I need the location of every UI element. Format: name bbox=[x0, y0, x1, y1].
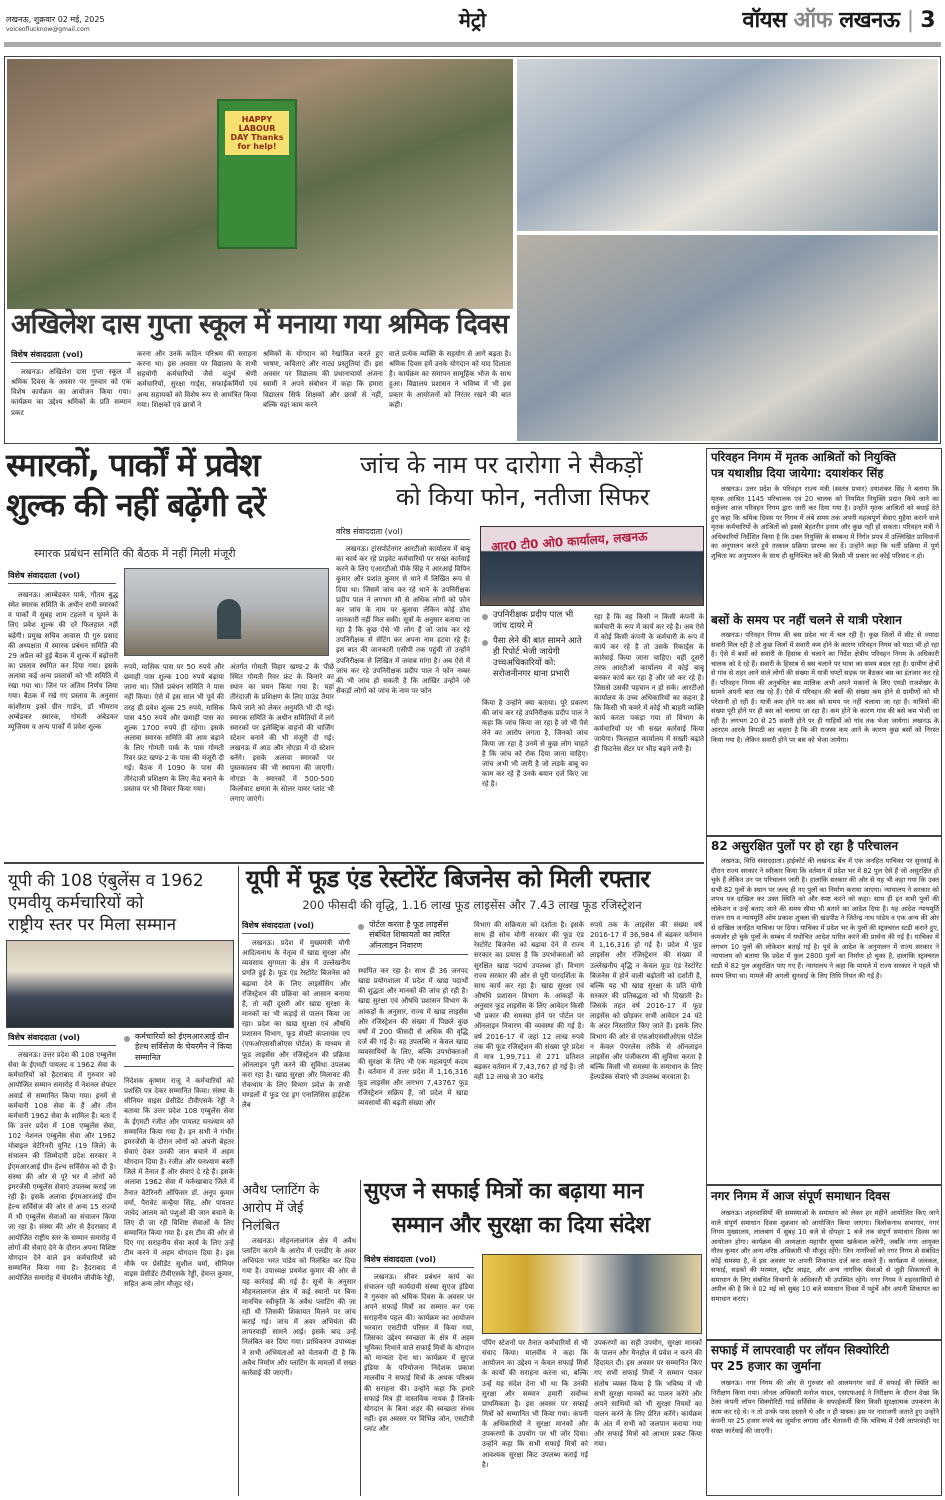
date-line: लखनऊ, शुक्रवार 02 मई, 2025 bbox=[6, 15, 105, 24]
photo-award-group bbox=[6, 940, 234, 1028]
column-divider bbox=[360, 1180, 361, 1496]
column-2: किया है उन्होंने क्या बताया। पूरे प्रकरण की जांच कर रहे उपनिरीक्षक प्रदीप पाल ने कहा कि जांच किया जा रहा है जो भी पैसे लेने का आरोप लगता है, जिनको जांच किया जा रहा है उनमें से कुछ लोग चाहते है कि जांच को रोक दिया जाना चाहिए। जांच अभी भी जारी है जो लड़के बाबू का काम कर रहे हैं उनके बयान दर्ज किए जा रहे है। bbox=[482, 699, 588, 789]
section-divider bbox=[4, 862, 704, 864]
story-12-headline-1: सफाई में लापरवाही पर लॉयन सिक्योरिटी bbox=[711, 1343, 890, 1357]
photo-students-poster bbox=[7, 59, 513, 309]
story-food-business bbox=[240, 866, 704, 1176]
headline-line-1: जांच के नाम पर दारोगा ने सैकड़ों bbox=[360, 451, 643, 479]
photo-rto-office bbox=[480, 526, 704, 606]
story-11-body: लखनऊ। शहरवासियों की समस्याओं के समाधान को लेकर हर महीने आयोजित किए जाने वाले संपूर्ण समाधान दिवस शुक्रवार को आयोजित किया जाएगा। त्रिलोकनाथ सभागार, नगर निगम मुख्यालय, लालबाग में सुबह 10 बजे से दोपहर 1 बजे तक संपूर्ण समाधान दिवस का आयोजन होगा। कार्यक्रम की अध्यक्षता महापौर सुषमा खर्कवाल करेंगी, जबकि नगर आयुक्त गौरव कुमार और अन्य वरिष्ठ अधिकारी भी मौजूद रहेंगे। जिन नागरिकों को नगर निगम से संबंधित कोई समस्या है, वे इस अवसर पर अपनी शिकायत दर्ज करा सकते हैं। कार्यक्रम में जलकल, सफाई, सड़कों की मरम्मत, स्ट्रीट लाइट, और अन्य नागरिक सेवाओं से जुड़ी शिकायतों के समाधान के लिए संबंधित विभागों के अधिकारी भी उपस्थित रहेंगे। नगर निगम ने शहरवासियों से अपील की है कि वे 02 मई को सुबह 10 बजे समाधान दिवस में पहुंचें और अपनी शिकायत का समाधान कराएं। bbox=[711, 1209, 939, 1303]
headline-line-2: आरोप में जेई bbox=[242, 1201, 304, 1216]
column-2: रुपये, मासिक पास पर 50 रुपये और छमाही पास शुल्क 100 रुपये बढ़ाया जाना था। जिसे प्रबंधन समिति ने पास नहीं किया। ऐसे में इस साल भी पूर्व की तरह ही प्रवेश शुल्क 25 रुपये, मासिक पास 450 रुपये और छमाही पास का शुल्क 1700 रुपये ही रहेगा। इसके अलावा स्मारक समिति की आय बढ़ाने के लिए गोमती पार्क के पास गोमती रिवर फ्रंट खण्ड-2 के पास की मंजूरी दी गई। बैठक में 1090 के पास की तीरंदाजी प्रशिक्षण के लिए केंद्र बनाने के प्रस्ताव पर भी विचार किया गया। bbox=[124, 663, 224, 793]
story-10-headline: 82 असुरक्षित पुलों पर हो रहा है परिचालन bbox=[711, 839, 899, 853]
column-2: निदेशक कृष्णम राजू ने कर्मचारियों को प्रशस्ति पत्र देकर सम्मानित किया। संस्था के सीनियर वाइस प्रेसीडेंट टीवीएसके रेड्डी ने बताया कि उत्तर प्रदेश 108 एम्बुलेंस सेवा के ईएमटी रंजीत और पायलट घनश्याम को सम्मानित किया गया है। इन सभी ने गंभीर इमरजेंसी के दौरान लोगों को अपनी बेहतर सेवाएं देकर उनकी जान बचाने में अहम योगदान दिया है। रंजीत और घनश्याम बस्ती जिले में तैनात हैं और सेवाएं दे रहे हैं। इसके अलावा 1962 सेवा में फर्रुखाबाद जिले में तैनात वेटेरिनरी ऑफिसर डॉ. अनूप कुमार वर्मा, पैरावेट कन्हैया सिंह, और पायलट जावेद आलम को पशुओं की जान बचाने के लिए दी जा रही विशिष्ट सेवाओं के लिए सम्मानित किया गया है। इस टीम की ओर से दिए गए सराहनीय सेवा कार्य के लिए उन्हें टीम करने में अहम योगदान दिया है। इस मौके पर प्रेसीडेंट सुशील वर्मा, सीनियर वाइस प्रेसीडेंट टीवीएसके रेड्डी, हेमन्त कुमार, सहित अन्य लोग मौजूद रहे। bbox=[124, 1077, 234, 1288]
column-2: पंपिंग स्टेशनों पर तैनात कर्मचारियों से भी संवाद किया। मालवीय ने कहा कि आयोजन का उद्देश्य न केवल सफाई मित्रों के कार्यों की सराहना करना था, बल्कि उन्हें यह संदेश देना भी था कि उनकी सुरक्षा और सम्मान हमारी सर्वोच्च प्राथमिकता है। इस अवसर पर सफाई मित्रों को सम्मानित भी किया गया। कंपनी के अधिकारियों ने सुरक्षा मानकों और उपकरणों के उपयोग पर भी जोर दिया। उन्होंने कहा कि सभी सफाई मित्रों को आवश्यक सुरक्षा किट उपलब्ध कराई गई है। bbox=[482, 1339, 588, 1469]
section-title: मेट्रो bbox=[458, 8, 487, 32]
callout-bullet: कर्मचारियों को ईएमआरआई ग्रीन हेल्थ सर्विसेज के चेयरमैन ने किया सम्मानित bbox=[124, 1032, 234, 1067]
column-1: लखनऊ। प्रदेश में मुख्यमंत्री योगी आदित्यनाथ के नेतृत्व में खाद्य सुरक्षा और व्यवसाय सुगमता के क्षेत्र में उल्लेखनीय प्रगति हुई है। फूड एंड रेस्टोरेंट बिजनेस को बढ़ावा देने के लिए लाइसेंसिंग और रजिस्ट्रेशन की प्रक्रिया को आसान बनाया है, तो वहीं दूसरी ओर खाद्य सुरक्षा के मानकों का भी कड़ाई से पालन किया जा रहा। प्रदेश का खाद्य सुरक्षा एवं औषधि प्रशासन विभाग, फूड सेफ्टी कंप्लायंस एप (एफओएससीओएस पोर्टल) के माध्यम से फूड लाइसेंस और रजिस्ट्रेशन की प्रक्रिया ऑनलाइन पूरी करने की सुविधा उपलब्ध करा रहा है। खाद्य सुरक्षा और मिलावट की रोकथाम के लिए विभाग प्रदेश के सभी मण्डलों में फूड एंड ड्रग एनालिसिस हाईटेक लैब bbox=[242, 939, 350, 1110]
headline-line-3: राष्ट्रीय स्तर पर मिला सम्मान bbox=[8, 915, 177, 935]
byline: वरिष्ठ संवाददाता (vol) bbox=[336, 526, 470, 540]
headline-line-2: एमवीयू कर्मचारियों को bbox=[8, 893, 144, 913]
headline-line-3: निलंबित bbox=[242, 1219, 280, 1234]
office-sign: आर0 टी0 ओ0 कार्यालय, लखनऊ bbox=[490, 529, 648, 555]
memorial-arch bbox=[217, 599, 241, 639]
callout-bullet: पोर्टल करता है फूड लाइसेंस संबंधित शिकायतों का त्वरित ऑनलाइन निवारण bbox=[358, 920, 468, 955]
column-1: लखनऊ। आम्बेडकर पार्क, गौतम बुद्ध स्मेत स्मारक समिति के अधीन सभी स्मारकों व पार्कों में सुबह शाम टहलने व घूमने के लिए प्रवेश शुल्क की दरें फिलहाल नहीं बढ़ेंगी। प्रमुख सचिव आवास पी गुरु प्रसाद की अध्यक्षता में स्मारक प्रबंधन समिति की 29 अप्रैल को हुई बैठक में शुल्क में बढ़ोत्तरी का प्रस्ताव स्थगित कर दिया गया। इसके अलावा कई अन्य प्रस्तावों को भी समिति में रखा गया था। जिन पर अंतिम निर्णय लिया गया। बैठक में रखे गए प्रस्ताव के अनुसार कांशीराम इको ग्रीन गार्डन, डॉ भीमराव अम्बेडकर स्मारक, गोमती अंबेडकर म्यूजियम व अन्य पार्कों में प्रवेश शुल्क bbox=[8, 591, 118, 731]
headline-line-2: पत्र यथाशीघ्र दिया जायेगा: दयाशंकर सिंह bbox=[711, 466, 884, 480]
bullet-2: पैसा लेने की बात सामने आते ही रिपोर्ट भेजी जायेगी उच्चअधिकारियों को: सरोजनीनगर थाना प्रभारी bbox=[482, 636, 588, 680]
brand-grey: ऑफ bbox=[793, 8, 833, 33]
story-school-labour-day bbox=[4, 56, 941, 444]
poster-text: HAPPY LABOUR DAY Thanks for help! bbox=[225, 111, 289, 155]
column-3: श्रमिकों के योगदान को रेखांकित करते हुए भाषण, कविताएं और नाट्य प्रस्तुतियां दीं। इस अवसर पर विद्यालय की प्रधानाचार्या अंजना स्वामी ने अपने संबोधन में कहा कि हमारा विद्यालय सिर्फ शिक्षकों और छात्रों से नहीं, बल्कि यहां काम करने bbox=[263, 350, 383, 409]
column-3: रहा है कि वह किसी न किसी कंपनी के कर्मचारी के रूप में कार्य कर रहे है। अब ऐसे में कोई किसी कंपनी के कर्मचारी के रूप में कार्य कर रहे है तो उसके रिकार्ड्स के कार्रवाई किया जाना चाहिए। वहीं दूसरी तरफ आरटीओ कार्यालय में कोई बाबू बनकर कार्य कर रहा है और जो कर रहे है। जिससे उसकी पहचान न हो सके। आरटीओ कार्यालय के उच्च अधिकारियों का कहना है कि किसी भी कमरे में कोई भी बाहरी व्यक्ति कार्य करता पकड़ा गया तो विभाग के कर्मचारियों पर भी सख्त कार्रवाई किया जायेगा। फिलहाल कार्यालय में सख्ती बढ़ाते ही फिटनेस सेंटर पर भीड़ बढ़ने लगी है। bbox=[594, 613, 704, 753]
email: voiceoflucknow@gmail.com bbox=[6, 26, 90, 33]
divider bbox=[707, 1339, 941, 1341]
photo-students-food bbox=[517, 59, 938, 231]
column-1: लखनऊ। अखिलेश दास गुप्ता स्कूल में श्रमिक दिवस के अवसर पर गुरुवार को एक विशेष कार्यक्रम का आयोजन किया गया। कार्यक्रम का उद्देश्य श्रमिकों के प्रति सम्मान प्रकट bbox=[11, 368, 131, 417]
headline-line-1: सुएज ने सफाई मित्रों का बढ़ाया मान bbox=[364, 1179, 643, 1204]
story-5-body: लखनऊ। परिवहन निगम की बस प्रदेश भर में चल रही है। कुछ जिलों में सीट से ज्यादा सवारी मिल रही है तो कुछ जिलों में सवारी कम होने के कारण परिवहन निगम को घाटा भी हो रहा है। ऐसे में बसों को सवारी के हिसाब से चलाने का निर्देश क्षेत्रीय परिवहन निगम के अधिकारी चालक को दे रहे हैं। सवारी के हिसाब से बस चलाने पर यात्रा का समय बदल रहा है। ग्रामीण क्षेत्रों से गांव से शहर आने वाले लोगों की संख्या में यात्री घण्टों सड़क पर बैठकर बस का इंतजार कर रहे हैं। परिवहन निगम की अनुबंधित बस मालिक अभी अपने मकानों के लिए एमडी राजशेखर के सामने अपनी बात रख रहे हैं। ऐसे में परिवहन की बसों की संख्या कम होने से ग्रामीणों को भी परेशानी हो रही है। यात्री कम होने पर बस को समय पर नहीं चलाया जा रहा है। यात्रियों की संख्या पूरी होने पर ही बस को चलाया जा रहा है। कम होने के कारण गांव की बसे कम भेजी जा रही है। लगभग 20 से 25 सवारी होने पर ही गाड़ियों को गांव तक भेजा जायेगा। लखनऊ के आरएम आरके त्रिपाठी का कहना है कि की राजस्व कम आने के कारण कुछ बसों को निरस्त किया गया है। लेकिन सवारी होने पर बस को भेजा जायेगा। bbox=[711, 631, 939, 745]
brand-main: वॉयस bbox=[742, 8, 787, 33]
story-suez-sanitation bbox=[362, 1180, 704, 1496]
byline: विशेष संवाददाता (vol) bbox=[364, 1254, 474, 1268]
story-12-body: लखनऊ। नगर निगम की ओर से गुरुवार को आलमनगर वार्ड में सफाई की स्थिति का निरीक्षण किया गया। जोनल अधिकारी मनोज यादव, एसएफआई ने निरीक्षण के दौरान देखा कि ठेका कंपनी लॉयन सिक्योरिटी गार्ड सर्विसेस के सफाईकर्मी बिना किसी सुरक्षात्मक उपकरण के काम कर रहे थे। न तो उनके पास दस्ताने थे और न ही मास्क। इस पर नाराजगी जताते हुए उन्होंने कंपनी पर 25 हजार रुपये का जुर्माना लगाया और चेतावनी दी कि भविष्य में ऐसी लापरवाही पर सख्त कार्रवाई की जाएगी। bbox=[711, 1379, 939, 1435]
headline: यूपी में फूड एंड रेस्टोरेंट बिजनेस को मिली रफ्तार bbox=[246, 865, 650, 893]
column-1: लखनऊ। सीवर प्रबंधन कार्य का संचालन रही कार्यदायी संस्था सुएज इंडिया ने गुरुवार को श्रमिक दिवस के अवसर पर अपने सफाई मित्रों का सम्मान कर एक सराहनीय पहल की। कार्यक्रम का आयोजन भरवारा एसटीपी परिसर में किया गया, जिसका उद्देश्य स्वच्छता के क्षेत्र में अहम भूमिका निभाने वाले सफाई मित्रों के योगदान को मान्यता देना था। कार्यक्रम में सुएज इंडिया के परियोजना निदेशक प्रकाश मालवीय ने सफाई मित्रों के अथक परिश्रम की सराहना की। उन्होंने कहा कि हमारे सफाई मित्र ही वास्तविक नायक हैं जिनके योगदान के बिना शहर की स्वच्छता संभव नहीं। इस अवसर पर विभिन्न जोन, एसटीपी प्लांट और bbox=[364, 1273, 474, 1434]
column-3: विभाग की सक्रियता को दर्शाता है। इसके साथ ही सोच योगी सरकार की फूड एंड रेस्टोरेंट बिजनेस को बढ़ावा देने में राज्य सरकार का प्रयास है कि उपभोक्ताओं को सुरक्षित खाद्य पदार्थ उपलब्ध हों। विभाग राज्य सरकार की ओर से पूरी पारदर्शिता के साथ कार्य कर रहा है। खाद्य सुरक्षा एवं औषधि प्रशासन विभाग के आंकड़ों के अनुसार फूड लाइसेंस के लिए आवेदन किसी भी प्रकार की समस्या होने पर पोर्टल पर ऑनलाइन निवारण की व्यवस्था की गई है। वर्ष 2016-17 में जहां 12 लाख रुपये तक की फूड रजिस्ट्रेशन की संख्या पूरे प्रदेश में मात्र 1,99,711 से 271 प्रतिशत बढ़कर वर्तमान में 7,43,767 हो गई है। तो वहीं 12 लाख से 30 करोड़ bbox=[474, 921, 584, 1082]
byline: विशेष संवाददाता (vol) bbox=[242, 920, 350, 934]
photo-sanitation-workers bbox=[482, 1254, 702, 1334]
body: लखनऊ। मोहनलालगंज क्षेत्र में अवैध प्लाटिंग कराने के आरोप में एलडीए के अवर अभियंता भरत पांडेय को निलंबित कर दिया गया है। उपाध्यक्ष प्रथमेश कुमार की ओर से यह कार्रवाई की गई है। सूत्रों के अनुसार मोहनलालगंज क्षेत्र में कई स्थानों पर बिना मानचित्र स्वीकृति के अवैध प्लाटिंग की जा रही थी जिसकी शिकायत मिलने पर जांच कराई गई। जांच में अवर अभियंता की लापरवाही सामने आई। इसके बाद उन्हें निलंबित कर दिया गया। प्राधिकरण उपाध्यक्ष ने सभी अभियंताओं को चेतावनी दी है कि अवैध निर्माण और प्लाटिंग के मामलों में सख्त कार्रवाई की जाएगी। bbox=[242, 1237, 356, 1377]
column-divider bbox=[238, 866, 239, 1496]
byline: विशेष संवाददाता (vol) bbox=[8, 570, 116, 584]
right-column bbox=[706, 448, 942, 1496]
story-4-body: लखनऊ। उत्तर प्रदेश के परिवहन राज्य मंत्री (स्वतंत्र प्रभार) दयाशंकर सिंह ने बताया कि मृतक आश्रित 1145 परिचालक एवं 20 चालक को नियमित नियुक्ति प्रदान किये जाने का सर्कुलर आज परिवहन निगम द्वारा जारी कर दिया गया है। उन्होंने मृतक आश्रितों को बधाई देते हुए कहा कि श्रमिक दिवस पर निगम में लंबे समय तक अपनी महत्वपूर्ण सेवाएं मुहैया कराने वाले मृतक कर्मचारियों के आश्रितों को इससे बेहतरीन इनाम और कुछ नहीं हो सकता। परिवहन मंत्री ने अधिकारियों निर्देशित किया है कि उक्त नियुक्ति के सम्बन्ध में निर्गत प्रपत्र में उल्लिखित प्राविधानों का अनुपालन करते हुये तत्काल प्रक्रिया प्रारम्भ कर दें। उन्होंने कहा कि भर्ती प्रक्रिया में पूर्ण शुचिता का अनुपालन के साथ ही सुनिश्चित करें की किसी भी प्रकार का कोई परिवाद न हो। bbox=[711, 485, 939, 560]
masthead bbox=[0, 0, 945, 46]
story-5-headline: बसों के समय पर नहीं चलने से यात्री परेशान bbox=[711, 613, 902, 627]
story-11-headline: नगर निगम में आज संपूर्ण समाधान दिवस bbox=[711, 1189, 890, 1203]
headline-line-1: परिवहन निगम में मृतक आश्रितों को नियुक्ति bbox=[711, 450, 896, 464]
headline-line-2: शुल्क की नहीं बढ़ेंगी दरें bbox=[6, 486, 265, 524]
headline-line-2: को किया फोन, नतीजा सिफर bbox=[396, 483, 650, 511]
column-4: वाले प्रत्येक व्यक्ति के सहयोग से आगे बढ़ता है। श्रमिक दिवस हमें उनके योगदान को याद दिलाता है। कार्यक्रम का समापन सामूहिक भोज के साथ हुआ। विद्यालय प्रशासन ने भविष्य में भी इस प्रकार के आयोजनों को निरंतर रखने की बात कही। bbox=[389, 350, 511, 409]
story-memorial-fees bbox=[4, 448, 334, 860]
headline-line-1: यूपी की 108 एंबुलेंस व 1962 bbox=[8, 871, 204, 891]
page-number: 3 bbox=[920, 8, 935, 33]
headline-line-2: सम्मान और सुरक्षा का दिया संदेश bbox=[392, 1213, 650, 1238]
story-ambulance-award bbox=[4, 866, 236, 1496]
column-2: स्थापित कर रहा है। साथ ही 36 जनपद खाद्य प्रयोगशाला में प्रदेश में खाद्य पदार्थों की शुद्धता और मानकों की जांच हो रही है। खाद्य सुरक्षा एवं औषधि प्रशासन विभाग के आंकड़ों के अनुसार, राज्य में खाद्य लाइसेंस और रजिस्ट्रेशन की संख्या में पिछले कुछ वर्षों में 200 फीसदी से अधिक की वृद्धि दर्ज की गई है। वह उपलब्धि न केवल खाद्य व्यवसायियों के लिए, बल्कि उपभोक्ताओं की सुरक्षा के लिए भी एक महत्वपूर्ण कदम है। वर्तमान में उत्तर प्रदेश में 1,16,316 फूड लाइसेंस और लगभग 7,43767 फूड रजिस्ट्रेशन सक्रिय हैं, जो प्रदेश में खाद्य व्यवसायों की बढ़ती संख्या और bbox=[358, 967, 468, 1107]
subheadline: 200 फीसदी की वृद्धि, 1.16 लाख फूड लाइसेंस और 7.43 लाख फूड रजिस्ट्रेशन bbox=[302, 898, 642, 912]
byline: विशेष संवाददाता (vol) bbox=[8, 1032, 116, 1046]
subheadline: स्मारक प्रबंधन समिति की बैठक में नहीं मिली मंजूरी bbox=[34, 547, 236, 560]
headline-line-1: अवैध प्लाटिंग के bbox=[242, 1183, 320, 1198]
column-1: लखनऊ। उत्तर प्रदेश की 108 एम्बुलेंस सेवा के ईएमटी पायलट व 1962 सेवा के कर्मचारियों को हैदराबाद में गुरुवार को आयोजित सम्मान समारोह में नेशनल सेफ्टर अवार्ड से सम्मानित किया गया। इनमें से कर्मचारी 108 सेवा के हैं और तीन कर्मचारी 1962 सेवा के शामिल हैं। बता दें कि उत्तर प्रदेश में 108 एम्बुलेंस सेवा, 102 नेशनल एम्बुलेंस सेवा और 1962 मोबाइल वेटेरिनरी यूनिट (19 जिले) के संचालन की जिम्मेदारी प्रदेश सरकार ने ईएमआरआई ग्रीन हेल्थ सर्विसेज को दी है। संस्था की ओर से पूरे भर में लोगों को इमरजेंसी एम्बुलेंस सेवाएं उपलब्ध कराई जा रही हैं। इसके अलावा ईएमआरआई ग्रीन हेल्थ सर्विसेज की ओर से अन्य 15 राज्यों में भी एम्बुलेंस सेवाओं का संचालन किया जा रहा है। संस्था की ओर से हैदराबाद में आयोजित राष्ट्रीय स्तर के सम्मान समारोह में लोगों की सेवाएं देने के दौरान अपना विशिष्ट योगदान देने वाले इन कर्मचारियों को सम्मानित किया गया है। हैदराबाद में आयोजित समारोह में चेयरमैन जीवीके रेड्डी, bbox=[8, 1051, 116, 1283]
bullet-1: उपनिरीक्षक प्रदीप पाल भी जांच दायरे में bbox=[482, 610, 588, 632]
brand-logo: वॉयस ऑफ लखनऊ | 3 bbox=[742, 8, 935, 33]
story-10-body: लखनऊ, विधि संवाददाता। हाईकोर्ट की लखनऊ बेंच में एक जनहित याचिका पर सुनवाई के दौरान राज्य सरकार ने स्वीकार किया कि वर्तमान में प्रदेश भर में 82 पुल ऐसे हैं जो असुरक्षित हो चुके हैं लेकिन उन पर परिचालन जारी है। हालांकि सरकार की ओर से यह भी कहा गया कि उक्त सभी 82 पुलों के स्थान पर जल्द ही नए पुलों का निर्माण कराया जाएगा। न्यायालय ने सरकार को शपथ पत्र दाखिल कर उक्त स्थिति को और स्पष्ट करने को कहा। साथ ही इन सभी पुलों की लोकेशन व उन्हें बनाए जाने की समय सीमा भी बताने का आदेश दिया है। यह आदेश न्यायमूर्ति राजन राय व न्यायमूर्ति ओम प्रकाश शुक्ला की खंडपीठ ने जितेन्द्र नाथ पांडेय व एक अन्य की ओर से दाखिल जनहित याचिका पर दिया। याचिका में प्रदेश भर के पुलों की स्ट्रक्चरल स्टडी कराने हुए, कमजोर हो चुके पुलों के सम्बंध में यथोचित आदेश पारित करने की प्रार्थना की गई है। याचिका में लगभग 10 पुलों की लोकेशन बताई गई है। पूर्व के आदेश के अनुपालन में राज्य सरकार ने न्यायालय को बताया कि प्रदेश में कुल 2800 पुलों का निर्माण हो चुका है, हालांकि स्ट्रक्चरल स्टडी में 82 पुल असुरक्षित पाए गए हैं। न्यायालय ने कहा कि मामले में राज्य सरकार ने पहले भी समय लिया था। मामले की अगली सुनवाई के लिए तिथि नियत की गई है। bbox=[711, 857, 939, 980]
column-3: अंतर्गत गोमती विहार खण्ड-2 के पीछे स्थित गोमती रिवर फ्रंट के किनारे का स्थान का चयन किया गया है। यहां तीरंदाजी के प्रशिक्षण के लिए ग्राउंड तैयार किये जाने को लेकर अनुमति भी दी गई। स्मारक समिति के अधीन समितियों में लगे स्मारकों पर इलेक्ट्रिक वाहनों की चार्जिंग स्टेशन बनाने की भी मंजूरी दी गई। लखनऊ में आठ और नोएडा में दो स्टेशन बनेंगे। इसके अलावा स्मारकों पर पुस्तकालय की भी स्थापना की जाएगी। नोएडा के स्मारकों में 500-500 किलोवाट क्षमता के सोलर पावर प्लांट भी लगाए जाएंगे। bbox=[230, 663, 334, 803]
column-4: रुपये तक के लाइसेंस की संख्या वर्ष 2016-17 में 36,984 से बढ़कर वर्तमान में 1,16,316 हो गई है। प्रदेश में फूड लाइसेंस और रजिस्ट्रेशन की संख्या में उल्लेखनीय वृद्धि न केवल फूड एंड रेस्टोरेंट बिजनेस में होने वाली बढ़ोतरी को दर्शाती है, बल्कि यह भी खाद्य सुरक्षा के प्रति योगी सरकार की प्रतिबद्धता को भी दिखाती है। जिसके तहत वर्ष 2016-17 में फूड लाइसेंस को छोड़कर सभी आवेदन 24 घंटे के अंदर निस्तारित किए जाते हैं। इसके लिए विभाग की ओर से एफओएससीओएस पोर्टल न केवल पेपरलेस तरीके से ऑनलाइन लाइसेंस और पंजीकरण की सुविधा करता है बल्कि किसी भी समस्या के समाधान के लिए हेल्पडेस्क सेवाएं भी उपलब्ध करवाता है। bbox=[590, 921, 702, 1082]
headline-line-1: स्मारकों, पार्कों में प्रवेश bbox=[6, 446, 260, 484]
byline: विशेष संवाददाता (vol) bbox=[11, 349, 131, 363]
column-3: उपकरणों का सही उपयोग, सुरक्षा मानकों के पालन और मैनहोल में प्रवेश न करने की हिदायत दी। इस अवसर पर सम्मानित किए गए सभी सफाई मित्रों ने सम्मान पाकर संतोष व्यक्त किया है कि भविष्य में भी सभी सुरक्षा मानकों का पालन करेंगे और अपने साथियों को भी सुरक्षा नियमों का पालन करने के लिए प्रेरित करेंगे। कार्यक्रम के अंत में सभी को जलपान कराया गया और सफाई मित्रों को आभार प्रकट किया गया। bbox=[594, 1339, 702, 1449]
column-2: करना और उनके कठिन परिश्रम की सराहना करना था। इस अवसर पर विद्यालय के सभी सहयोगी कर्मचारियों जैसे चतुर्थ श्रेणी कर्मचारियों, सुरक्षा गार्ड्स, सफाईकर्मियों एवं अन्य सहायकों को विशेष रूप से आमंत्रित किया गया। शिक्षकों एवं छात्रों ने bbox=[137, 350, 257, 409]
photo-memorial bbox=[124, 568, 329, 656]
headline: अखिलेश दास गुप्ता स्कूल में मनाया गया श्रमिक दिवस bbox=[11, 309, 508, 340]
callout-bullets bbox=[482, 610, 588, 680]
brand-city: लखनऊ bbox=[839, 8, 900, 33]
divider bbox=[707, 1184, 941, 1186]
story-12-headline-2: पर 25 हजार का जुर्माना bbox=[711, 1359, 821, 1373]
masthead-divider bbox=[4, 42, 941, 47]
poster bbox=[217, 99, 297, 249]
divider bbox=[707, 835, 941, 837]
photo-students-workers bbox=[517, 235, 938, 441]
column-1: लखनऊ। ट्रांसपोर्टनगर आरटीओ कार्यालय में बाबू का कार्य कर रहे प्राइवेट कर्मचारियों पर सख्त कार्रवाई करने के लिए एआरटीओ पीके सिंह ने आरआई विपिन कुमार और प्रशांत कुमार से थाने में लिखित रूप से दिया था। जिसमें जांच कर रहे थाने के उपनिरीक्षक प्रदीप पाल ने लगभग सौ से अधिक लोगों को फोन कर जांच के नाम पर बुलाया लेकिन कोई ठोस जानकारी नहीं मिल सकी। सूत्रों के अनुसार बताया जा रहा है कि कुछ ऐसे भी लोग हैं जो जांच कर रहे उपनिरीक्षक से सेटिंग कर अपना नाम हटवा रहे हैं। इस बात की जानकारी एसीपी तक पहुंची तो उन्होंने उपनिरीक्षक से लिखित में जवाब मांगा है। अब ऐसे में जांच कर रहे उपनिरीक्षक प्रदीप पाल ने फोन नम्बर की भी जांच हो सकती है कि आखिर उन्होंने जो सैकड़ों लोगों को जांच के नाम पर फोन bbox=[336, 545, 470, 695]
story-illegal-plotting bbox=[240, 1180, 358, 1496]
story-rto-inspector bbox=[336, 448, 704, 860]
